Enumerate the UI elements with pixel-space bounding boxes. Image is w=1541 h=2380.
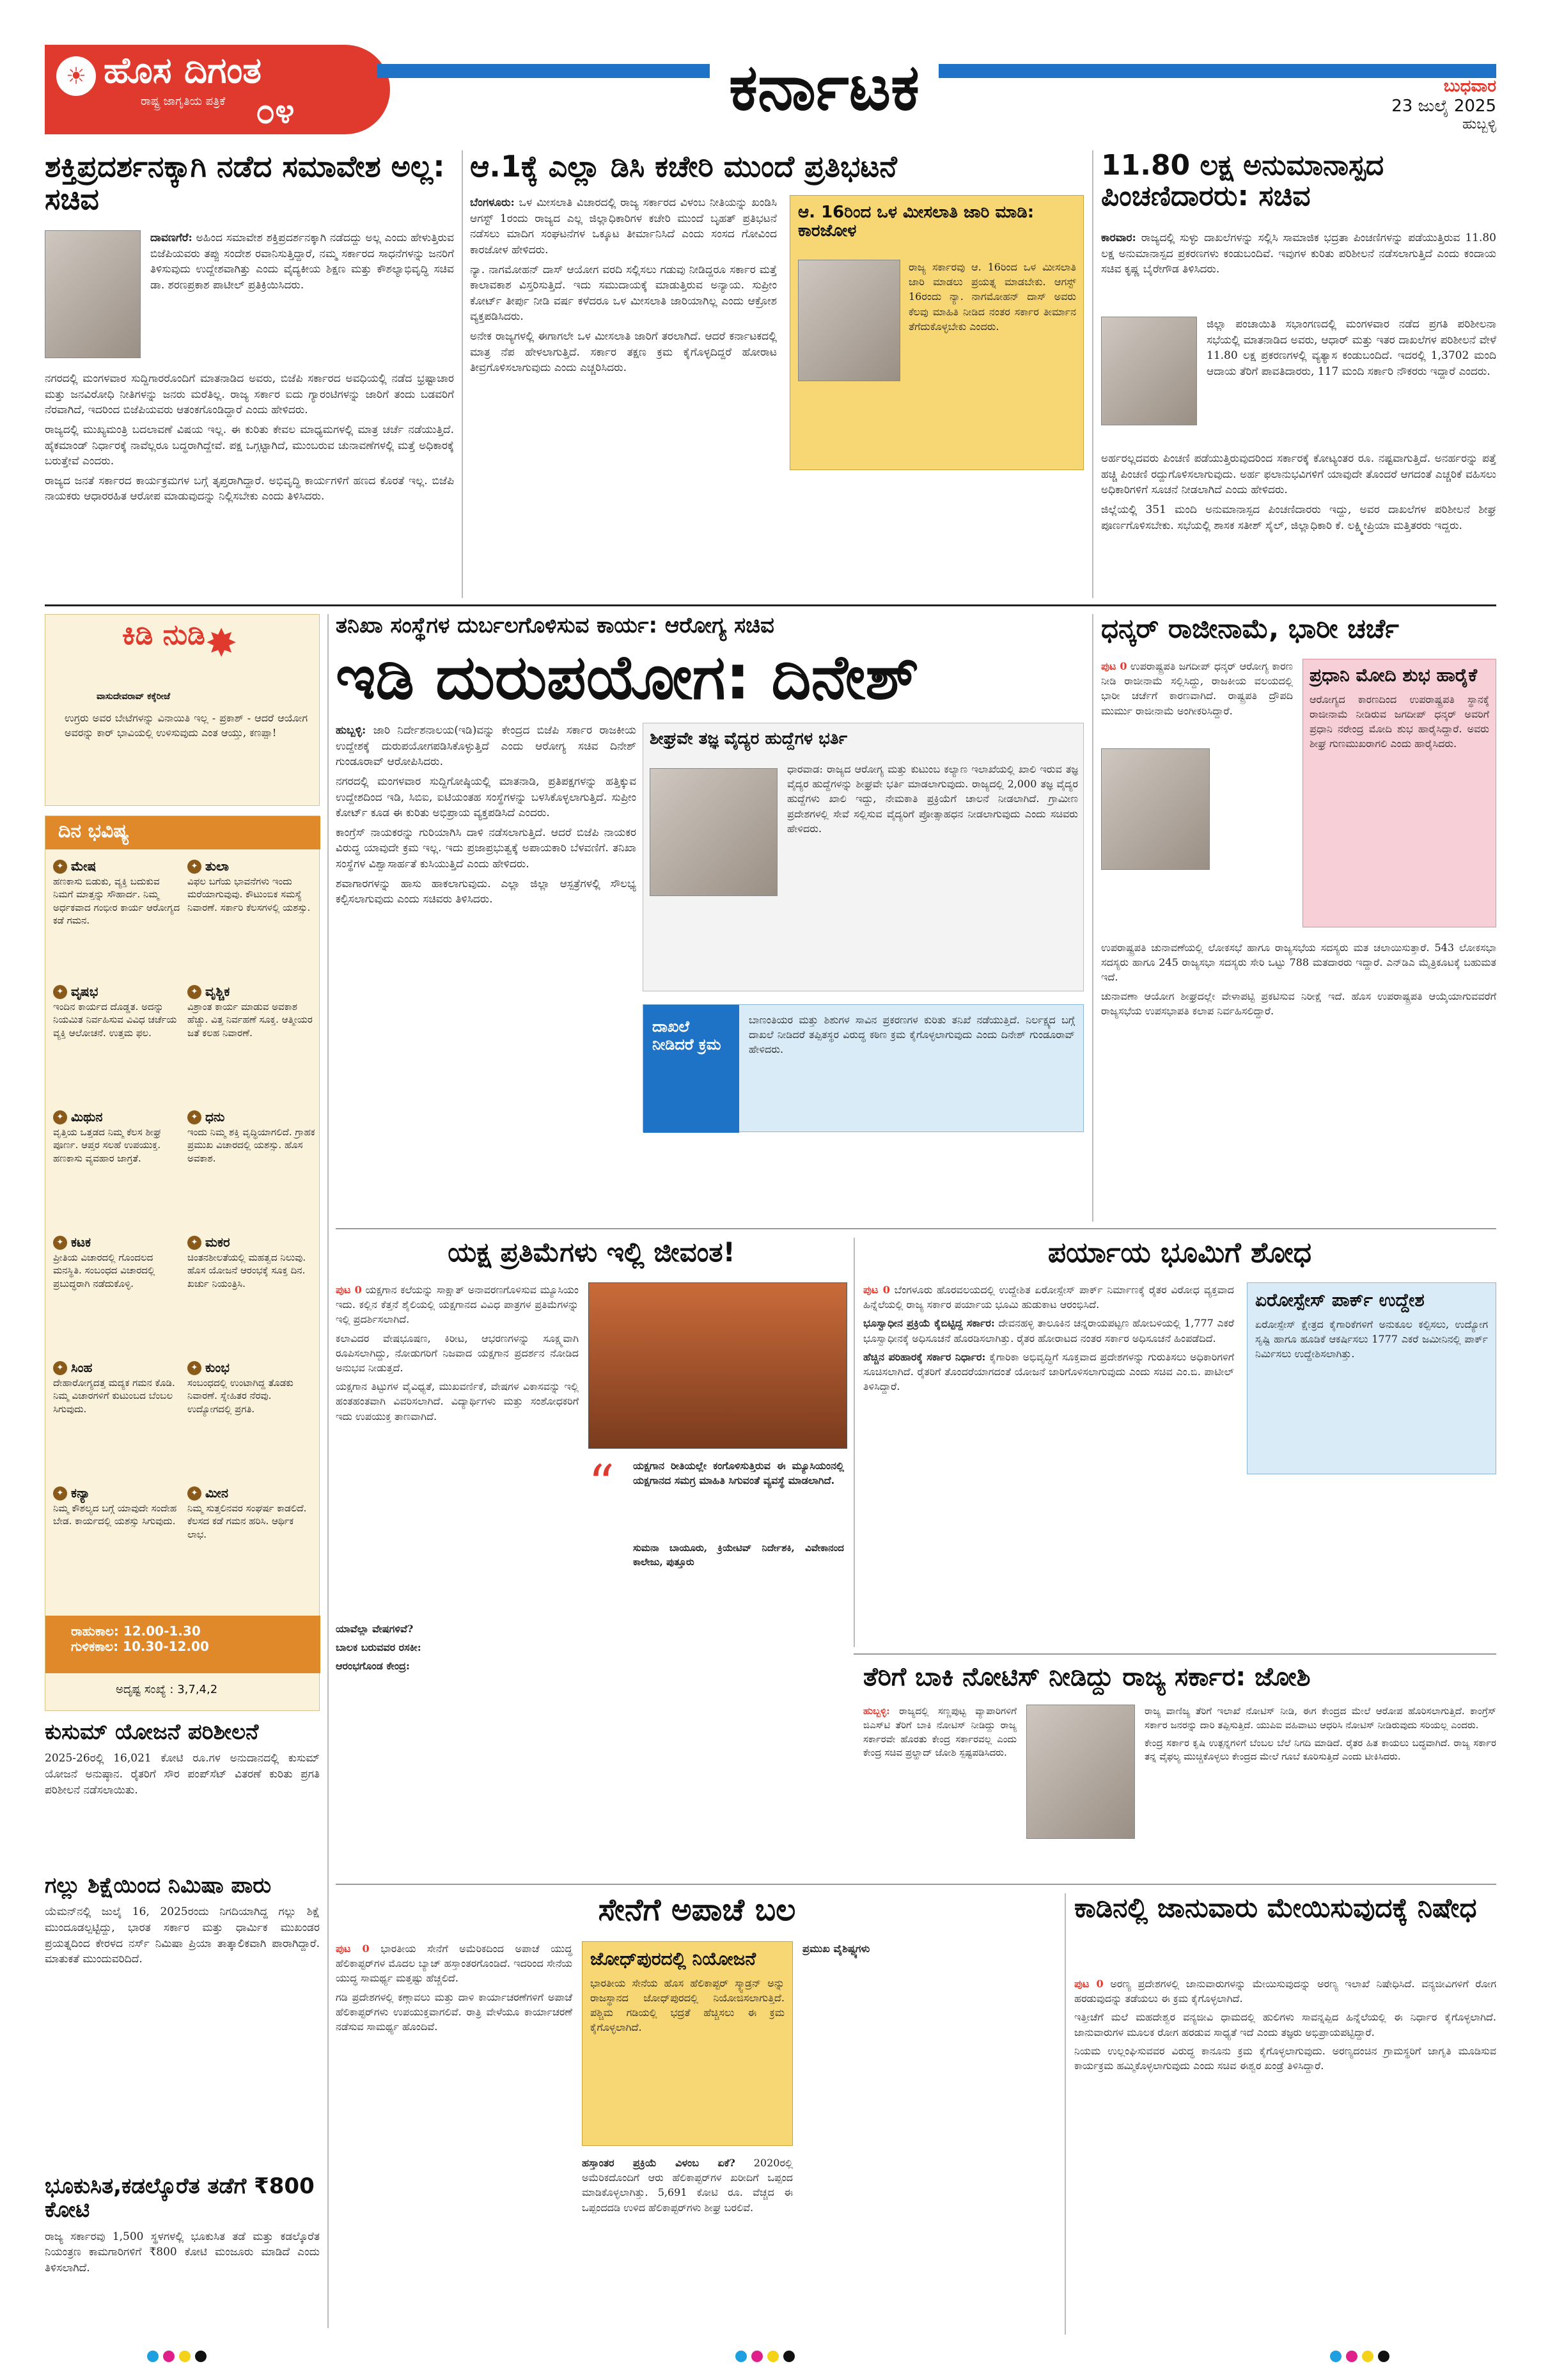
zodiac-icon: ✦ — [187, 860, 201, 874]
zodiac-icon: ✦ — [187, 1236, 201, 1250]
zodiac-icon: ✦ — [187, 1110, 201, 1124]
paragraph: ರಾಜ್ಯದಲ್ಲಿ ಸಣ್ಣಪುಟ್ಟ ವ್ಯಾಪಾರಿಗಳಿಗೆ ಜಿಎಸ್‌ಟಿ ತೆರಿಗೆ ಬಾಕಿ ನೋಟಿಸ್ ನೀಡಿದ್ದು ರಾಜ್ಯ ಸರ್ಕಾರವೇ ಹೊರತು ಕೇಂದ್ರ ಸರ್ಕಾರವಲ್ಲ ಎಂದು ಕೇಂದ್ರ ಸಚಿವ ಪ್ರಲ್ಹಾದ್ ಜೋಶಿ ಸ್ಪಷ್ಟಪಡಿಸಿದರು. — [863, 1705, 1017, 1759]
article-apache — [336, 1893, 1058, 2335]
headline: ಧನ್ಕರ್ ರಾಜೀನಾಮೆ, ಭಾರೀ ಚರ್ಚೆ — [1101, 613, 1399, 644]
box-text: ಭಾರತೀಯ ಸೇನೆಯ ಹೊಸ ಹೆಲಿಕಾಪ್ಟರ್ ಸ್ಕ್ವಾಡ್ರನ್ ಅನ್ನು ರಾಜಸ್ಥಾನದ ಜೋಧ್‌ಪುರದಲ್ಲಿ ನಿಯೋಜಿಸಲಾಗುತ್ತಿದೆ. ಪಶ್ಚಿಮ ಗಡಿಯಲ್ಲಿ ಭದ್ರತೆ ಹೆಚ್ಚಿಸಲು ಈ ಕ್ರಮ ಕೈಗೊಳ್ಳಲಾಗಿದೆ. — [590, 1976, 785, 2034]
section-divider — [336, 1228, 1496, 1229]
paragraph: ಯಕ್ಷಗಾನ ತಿಟ್ಟುಗಳ ವೈವಿಧ್ಯತೆ, ಮುಖವರ್ಣಿಕೆ, ವೇಷಗಳ ವಿಕಾಸವನ್ನು ಇಲ್ಲಿ ಹಂತಹಂತವಾಗಿ ವಿವರಿಸಲಾಗಿದೆ. ವಿದ್ಯಾರ್ಥಿಗಳು ಮತ್ತು ಸಂಶೋಧಕರಿಗೆ ಇದು ಉಪಯುಕ್ತ ತಾಣವಾಗಿದೆ. — [336, 1380, 579, 1422]
dateline: ಪುಟ 0 — [336, 1284, 362, 1296]
dateline: ಪುಟ 0 — [1074, 1978, 1104, 1990]
article-body — [150, 230, 454, 297]
kidi-quote: ಉಗ್ರರು ಅವರ ಬೇಟೆಗಳನ್ನು ವಿನಾಯಿತಿ ಇಲ್ಲ - ಪ್ರಕಾಶ್ - ಆದರೆ ಆಯೋಗ ಅವರನ್ನು ಕಾರ್ ಭಾವಿಯಲ್ಲಿ ಉಳಿಸುವುದು ಎಂತ ಆಯ್ತು, ಕಣಪ್ಪಾ! — [65, 712, 308, 739]
box-title: ಏರೋಸ್ಪೇಸ್ ಪಾರ್ಕ್ ಉದ್ದೇಶ — [1255, 1289, 1425, 1311]
rahukala: ರಾಹುಕಾಲ: 12.00-1.30 — [71, 1623, 201, 1639]
paragraph: ಒಳ ಮೀಸಲಾತಿ ವಿಚಾರದಲ್ಲಿ ರಾಜ್ಯ ಸರ್ಕಾರದ ವಿಳಂಬ ನೀತಿಯನ್ನು ಖಂಡಿಸಿ ಆಗಸ್ಟ್ 1ರಂದು ರಾಜ್ಯದ ಎಲ್ಲ ಜಿಲ್ಲಾಧಿಕಾರಿಗಳ ಕಚೇರಿ ಮುಂದೆ ಬೃಹತ್ ಪ್ರತಿಭಟನೆ ನಡೆಸಲು ಮಾದಿಗ ಸಂಘಟನೆಗಳ ಒಕ್ಕೂಟ ತೀರ್ಮಾನಿಸಿದೆ ಎಂದು ಸಂಸದ ಗೋವಿಂದ ಕಾರಜೋಳ ಹೇಳಿದರು. — [470, 196, 777, 256]
paragraph: ಬೆಂಗಳೂರು ಹೊರವಲಯದಲ್ಲಿ ಉದ್ದೇಶಿತ ಏರೋಸ್ಪೇಸ್ ಪಾರ್ಕ್ ನಿರ್ಮಾಣಕ್ಕೆ ರೈತರ ವಿರೋಧ ವ್ಯಕ್ತವಾದ ಹಿನ್ನೆಲೆಯಲ್ಲಿ ರಾಜ್ಯ ಸರ್ಕಾರ ಪರ್ಯಾಯ ಭೂಮಿ ಹುಡುಕಾಟ ಆರಂಭಿಸಿದೆ. — [863, 1284, 1234, 1311]
article-body-cont — [582, 2155, 793, 2219]
kidi-title: ಕಿಡಿ ನುಡಿ — [122, 619, 205, 651]
museum-quote-box — [588, 1454, 847, 1605]
subhead: ಬಾಲಕ ಬರುವವರ ರಸಕೀ: — [336, 1641, 421, 1654]
sign-name: ವೃಷಭ — [71, 984, 98, 999]
article-body-cont — [1145, 1705, 1496, 1768]
registration-dot-cyan — [1330, 2351, 1342, 2362]
photo-dinesh — [650, 768, 778, 896]
box-text: ಆರೋಗ್ಯದ ಕಾರಣದಿಂದ ಉಪರಾಷ್ಟ್ರಪತಿ ಸ್ಥಾನಕ್ಕೆ ರಾಜೀನಾಮೆ ನೀಡಿರುವ ಜಗದೀಪ್ ಧನ್ಕರ್ ಅವರಿಗೆ ಪ್ರಧಾನಿ ನರೇಂದ್ರ ಮೋದಿ ಶುಭ ಹಾರೈಸಿದ್ದಾರೆ. ಅವರು ಶೀಘ್ರ ಗುಣಮುಖರಾಗಲಿ ಎಂದು ಹಾರೈಸಿದರು. — [1310, 693, 1489, 750]
paragraph: ಉಪರಾಷ್ಟ್ರಪತಿ ಚುನಾವಣೆಯಲ್ಲಿ ಲೋಕಸಭೆ ಹಾಗೂ ರಾಜ್ಯಸಭೆಯ ಸದಸ್ಯರು ಮತ ಚಲಾಯಿಸುತ್ತಾರೆ. 543 ಲೋಕಸಭಾ ಸದಸ್ಯರು ಹಾಗೂ 245 ರಾಜ್ಯಸಭಾ ಸದಸ್ಯರು ಸೇರಿ ಒಟ್ಟು 788 ಮತದಾರರು ಇದ್ದಾರೆ. ಎನ್‌ಡಿಎ ಮೈತ್ರಿಕೂಟಕ್ಕೆ ಬಹುಮತ ಇದೆ. — [1101, 942, 1496, 984]
paragraph: ಯಕ್ಷಗಾನ ಕಲೆಯನ್ನು ಸಾಕ್ಷಾತ್ ಅನಾವರಣಗೊಳಿಸುವ ಮ್ಯೂಸಿಯಂ ಇದು. ಕಲ್ಲಿನ ಕೆತ್ತನೆ ಶೈಲಿಯಲ್ಲಿ ಯಕ್ಷಗಾನದ ವಿವಿಧ ಪಾತ್ರಗಳ ಪ್ರತಿಮೆಗಳನ್ನು ಇಲ್ಲಿ ಪ್ರದರ್ಶಿಸಲಾಗಿದೆ. — [336, 1284, 579, 1326]
article-body-cont — [1207, 317, 1496, 384]
article-yaksha-museum — [336, 1238, 847, 1877]
headline: ಆ.1ಕ್ಕೆ ಎಲ್ಲಾ ಡಿಸಿ ಕಚೇರಿ ಮುಂದೆ ಪ್ರತಿಭಟನೆ — [470, 149, 897, 184]
article-vp-resignation — [1101, 614, 1496, 1222]
specialist-doctors-box — [643, 723, 1084, 991]
subhead: ಭೂಸ್ವಾಧೀನ ಪ್ರಕ್ರಿಯೆ ಕೈಬಿಟ್ಟಿದ್ದ ಸರ್ಕಾರ: — [863, 1317, 995, 1330]
subhead: ಹಸ್ತಾಂತರ ಪ್ರಕ್ರಿಯೆ ವಿಳಂಬ ಏಕೆ? — [582, 2157, 735, 2169]
registration-dot-yellow — [179, 2351, 191, 2362]
headline: ಇಡಿ ದುರುಪಯೋಗ: ದಿನೇಶ್ — [336, 642, 919, 714]
sign-name: ಮಿಥುನ — [71, 1109, 103, 1124]
paragraph: ಗಡಿ ಪ್ರದೇಶಗಳಲ್ಲಿ ಕಣ್ಗಾವಲು ಮತ್ತು ದಾಳಿ ಕಾರ್ಯಾಚರಣೆಗಳಿಗೆ ಅಪಾಚೆ ಹೆಲಿಕಾಪ್ಟರ್‌ಗಳು ಉಪಯುಕ್ತವಾಗಲಿವೆ. ರಾತ್ರಿ ವೇಳೆಯೂ ಕಾರ್ಯಾಚರಣೆ ನಡೆಸುವ ಸಾಮರ್ಥ್ಯ ಹೊಂದಿವೆ. — [336, 1990, 572, 2033]
horoscope-header: ದಿನ ಭವಿಷ್ಯ — [45, 816, 320, 849]
article-body — [1101, 230, 1496, 281]
box-title: ಪ್ರಧಾನಿ ಮೋದಿ ಶುಭ ಹಾರೈಕೆ — [1310, 665, 1478, 686]
masthead — [45, 45, 1496, 141]
box-title: ಜೋಧ್‌ಪುರದಲ್ಲಿ ನಿಯೋಜನೆ — [590, 1948, 756, 1969]
headline: ಭೂಕುಸಿತ,ಕಡಲ್ಕೊರೆತ ತಡೆಗೆ ₹800 ಕೋಟಿ — [45, 2173, 315, 2223]
article-body-cont2 — [802, 1941, 1058, 1960]
article-joshi-tax — [863, 1663, 1496, 1880]
headline: ಶಕ್ತಿಪ್ರದರ್ಶನಕ್ಕಾಗಿ ನಡೆದ ಸಮಾವೇಶ ಅಲ್ಲ: ಸಚಿವ — [45, 149, 445, 216]
sign-name: ಧನು — [205, 1109, 225, 1124]
brand-tagline: ರಾಷ್ಟ್ರ ಜಾಗೃತಿಯ ಪತ್ರಿಕೆ — [141, 95, 226, 108]
kidi-author: ವಾಸುದೇವರಾವ್ ಕಕ್ಕೆರೀಜೆ — [97, 691, 171, 702]
brief-kusum — [45, 1721, 320, 1887]
horoscope-sign — [187, 1234, 315, 1290]
paragraph: ಚುನಾವಣಾ ಆಯೋಗ ಶೀಘ್ರದಲ್ಲೇ ವೇಳಾಪಟ್ಟಿ ಪ್ರಕಟಿಸುವ ನಿರೀಕ್ಷೆ ಇದೆ. ಹೊಸ ಉಪರಾಷ್ಟ್ರಪತಿ ಆಯ್ಕೆಯಾಗುವವರೆಗೆ ರಾಜ್ಯಸಭೆಯ ಉಪಸಭಾಪತಿ ಕಲಾಪ ನಿರ್ವಹಿಸಲಿದ್ದಾರೆ. — [1101, 989, 1496, 1017]
column-rule — [1092, 150, 1093, 598]
brief-nimisha — [45, 1874, 320, 2168]
dateline: ಕಾರವಾರ: — [1101, 232, 1136, 244]
subhead: ಹೆಚ್ಚಿನ ಪರಿಹಾರಕ್ಕೆ ಸರ್ಕಾರ ನಿರ್ಧಾರ: — [863, 1350, 986, 1363]
horoscope-box — [45, 816, 320, 1711]
paragraph: ಕಲಾವಿದರ ವೇಷಭೂಷಣ, ಕಿರೀಟ, ಆಭರಣಗಳನ್ನು ಸೂಕ್ಷ್ಮವಾಗಿ ರೂಪಿಸಲಾಗಿದ್ದು, ನೋಡುಗರಿಗೆ ನಿಜವಾದ ಯಕ್ಷಗಾನ ಪ್ರದರ್ಶನ ನೋಡಿದ ಅನುಭವ ನೀಡುತ್ತದೆ. — [336, 1332, 579, 1374]
paragraph: ನಗರದಲ್ಲಿ ಮಂಗಳವಾರ ಸುದ್ದಿಗಾರರೊಂದಿಗೆ ಮಾತನಾಡಿದ ಅವರು, ಬಿಜೆಪಿ ಸರ್ಕಾರದ ಅವಧಿಯಲ್ಲಿ ನಡೆದ ಭ್ರಷ್ಟಾಚಾರ ಮತ್ತು ಜನವಿರೋಧಿ ನೀತಿಗಳನ್ನು ಜನರು ಮರೆತಿಲ್ಲ. ರಾಜ್ಯ ಸರ್ಕಾರ ಐದು ಗ್ಯಾರಂಟಿಗಳನ್ನು ಜಾರಿಗೆ ತಂದು ಬಡವರಿಗೆ ನೆರವಾಗಿದೆ, ಇದರಿಂದ ಬಿಜೆಪಿಯವರು ಆತಂಕಗೊಂಡಿದ್ದಾರೆ ಎಂದು ಹೇಳಿದರು. — [45, 372, 454, 417]
article-body-cont — [1101, 940, 1496, 1022]
headline: ಕುಸುಮ್ ಯೋಜನೆ ಪರಿಶೀಲನೆ — [45, 1719, 259, 1745]
headline: 11.80 ಲಕ್ಷ ಅನುಮಾನಾಸ್ಪದ ಪಿಂಚಣಿದಾರರು: ಸಚಿವ — [1101, 149, 1384, 213]
sign-text: ವೃತ್ತಿಯ ಒತ್ತಡದ ನಿಮ್ಮ ಕೆಲಸ ಶೀಘ್ರ ಪೂರ್ಣ. ಆಪ್ತರ ಸಲಹೆ ಉಪಯುಕ್ತ. ಹಣಕಾಸು ವ್ಯವಹಾರ ಜಾಗ್ರತೆ. — [53, 1126, 161, 1164]
registration-dot-magenta — [751, 2351, 763, 2362]
subhead: ಪ್ರಮುಖ ವೈಶಿಷ್ಟ್ಯಗಳು — [802, 1943, 870, 1955]
paragraph: ರಾಜ್ಯದಲ್ಲಿ ಮುಖ್ಯಮಂತ್ರಿ ಬದಲಾವಣೆ ವಿಷಯ ಇಲ್ಲ. ಈ ಕುರಿತು ಕೇವಲ ಮಾಧ್ಯಮಗಳಲ್ಲಿ ಮಾತ್ರ ಚರ್ಚೆ ನಡೆಯುತ್ತಿದೆ. ಹೈಕಮಾಂಡ್ ನಿರ್ಧಾರಕ್ಕೆ ನಾವೆಲ್ಲರೂ ಬದ್ಧರಾಗಿದ್ದೇವೆ. ಪಕ್ಷ ಒಗ್ಗಟ್ಟಾಗಿದೆ, ಮುಂಬರುವ ಚುನಾವಣೆಗಳಲ್ಲಿ ಮತ್ತೆ ಅಧಿಕಾರಕ್ಕೆ ಬರುತ್ತೇವೆ ಎಂದರು. — [45, 423, 454, 468]
sign-name: ಕಟಕ — [71, 1234, 91, 1250]
headline: ಸೇನೆಗೆ ಅಪಾಚೆ ಬಲ — [598, 1892, 796, 1928]
column-rule — [1065, 1893, 1066, 2335]
info-box-karajola — [790, 195, 1084, 470]
registration-dot-black — [1378, 2351, 1389, 2362]
proof-action-box — [643, 1004, 1084, 1132]
paragraph: ನ್ಯಾ. ನಾಗಮೋಹನ್ ದಾಸ್ ಆಯೋಗ ವರದಿ ಸಲ್ಲಿಸಲು ಗಡುವು ನೀಡಿದ್ದರೂ ಸರ್ಕಾರ ಮತ್ತೆ ಕಾಲಾವಕಾಶ ವಿಸ್ತರಿಸುತ್ತಿದೆ. ಇದು ಸಮುದಾಯಕ್ಕೆ ಮಾಡುತ್ತಿರುವ ಅನ್ಯಾಯ. ಸುಪ್ರೀಂ ಕೋರ್ಟ್ ತೀರ್ಪು ನೀಡಿ ವರ್ಷ ಕಳೆದರೂ ಒಳ ಮೀಸಲಾತಿ ಜಾರಿಯಾಗಿಲ್ಲ ಎಂದು ಆಕ್ರೋಶ ವ್ಯಕ್ತಪಡಿಸಿದರು. — [470, 263, 777, 324]
paragraph: ಜಾರಿ ನಿರ್ದೇಶನಾಲಯ(ಇಡಿ)ವನ್ನು ಕೇಂದ್ರದ ಬಿಜೆಪಿ ಸರ್ಕಾರ ರಾಜಕೀಯ ಉದ್ದೇಶಕ್ಕೆ ದುರುಪಯೋಗಪಡಿಸಿಕೊಳ್ಳುತ್ತಿದೆ ಎಂದು ಆರೋಗ್ಯ ಸಚಿವ ದಿನೇಶ್ ಗುಂಡೂರಾವ್ ಆರೋಪಿಸಿದರು. — [336, 724, 636, 769]
article-body — [336, 1941, 572, 2038]
paragraph: ಜಿಲ್ಲಾ ಪಂಚಾಯಿತಿ ಸಭಾಂಗಣದಲ್ಲಿ ಮಂಗಳವಾರ ನಡೆದ ಪ್ರಗತಿ ಪರಿಶೀಲನಾ ಸಭೆಯಲ್ಲಿ ಮಾತನಾಡಿದ ಅವರು, ಆಧಾರ್ ಮತ್ತು ಇತರ ದಾಖಲೆಗಳ ಪರಿಶೀಲನೆ ವೇಳೆ 11.80 ಲಕ್ಷ ಪ್ರಕರಣಗಳಲ್ಲಿ ವ್ಯತ್ಯಾಸ ಕಂಡುಬಂದಿದೆ. ಇದರಲ್ಲಿ 1,3702 ಮಂದಿ ಆದಾಯ ತೆರಿಗೆ ಪಾವತಿದಾರರು, 117 ಮಂದಿ ಸರ್ಕಾರಿ ನೌಕರರು ಇದ್ದಾರೆ ಎಂದರು. — [1207, 318, 1496, 378]
article-body — [863, 1282, 1234, 1398]
rahukala-band — [45, 1616, 320, 1673]
subhead: ಯಾವೆಲ್ಲಾ ವೇಷಗಳಿವೆ? — [336, 1623, 414, 1635]
paragraph: ರಾಜ್ಯ ವಾಣಿಜ್ಯ ತೆರಿಗೆ ಇಲಾಖೆ ನೋಟಿಸ್ ನೀಡಿ, ಈಗ ಕೇಂದ್ರದ ಮೇಲೆ ಆರೋಪ ಹೊರಿಸಲಾಗುತ್ತಿದೆ. ಕಾಂಗ್ರೆಸ್ ಸರ್ಕಾರ ಜನರನ್ನು ದಾರಿ ತಪ್ಪಿಸುತ್ತಿದೆ. ಯುಪಿಐ ವಹಿವಾಟು ಆಧರಿಸಿ ನೋಟಿಸ್ ನೀಡಿರುವುದು ಸರಿಯಲ್ಲ ಎಂದರು. — [1145, 1705, 1496, 1731]
sign-name: ವೃಶ್ಚಿಕ — [205, 984, 230, 999]
paragraph: ಅಹಿಂದ ಸಮಾವೇಶ ಶಕ್ತಿಪ್ರದರ್ಶನಕ್ಕಾಗಿ ನಡೆದದ್ದು ಅಲ್ಲ ಎಂದು ಹೇಳುತ್ತಿರುವ ಬಿಜೆಪಿಯವರು ತಪ್ಪು ಸಂದೇಶ ರವಾನಿಸುತ್ತಿದ್ದಾರೆ, ನಮ್ಮ ಸರ್ಕಾರದ ಸಾಧನೆಗಳನ್ನು ಜನರಿಗೆ ತಿಳಿಸುವುದು ಉದ್ದೇಶವಾಗಿತ್ತು ಎಂದು ವೈದ್ಯಕೀಯ ಶಿಕ್ಷಣ ಮತ್ತು ಕೌಶಲ್ಯಾಭಿವೃದ್ಧಿ ಸಚಿವ ಡಾ. ಶರಣಪ್ರಕಾಶ ಪಾಟೀಲ್ ಪ್ರತಿಕ್ರಿಯಿಸಿದರು. — [150, 232, 454, 292]
photo-dhankhar — [1101, 748, 1210, 870]
box-label: ದಾಖಲೆ ನೀಡಿದರೆ ಕ್ರಮ — [643, 1005, 739, 1133]
issue-day: ಬುಧವಾರ — [1443, 77, 1496, 96]
zodiac-icon: ✦ — [187, 1361, 201, 1375]
paragraph: ರಾಜ್ಯದಲ್ಲಿ ಸುಳ್ಳು ದಾಖಲೆಗಳನ್ನು ಸಲ್ಲಿಸಿ ಸಾಮಾಜಿಕ ಭದ್ರತಾ ಪಿಂಚಣಿಗಳನ್ನು ಪಡೆಯುತ್ತಿರುವ 11.80 ಲಕ್ಷ ಅನುಮಾನಾಸ್ಪದ ಪ್ರಕರಣಗಳು ಕಂಡುಬಂದಿವೆ. ಇವುಗಳ ಕುರಿತು ಪರಿಶೀಲನೆ ನಡೆಸಲಾಗುತ್ತಿದೆ ಎಂದು ಕಂದಾಯ ಸಚಿವ ಕೃಷ್ಣ ಬೈರೇಗೌಡ ತಿಳಿಸಿದರು. — [1101, 232, 1496, 276]
paragraph: ಕೇಂದ್ರ ಸರ್ಕಾರ ಕೃಷಿ ಉತ್ಪನ್ನಗಳಿಗೆ ಬೆಂಬಲ ಬೆಲೆ ನಿಗದಿ ಮಾಡಿದೆ. ರೈತರ ಹಿತ ಕಾಯಲು ಬದ್ಧವಾಗಿದೆ. ರಾಜ್ಯ ಸರ್ಕಾರ ತನ್ನ ವೈಫಲ್ಯ ಮುಚ್ಚಿಕೊಳ್ಳಲು ಕೇಂದ್ರದ ಮೇಲೆ ಗೂಬೆ ಕೂರಿಸುತ್ತಿದೆ ಎಂದು ಟೀಕಿಸಿದರು. — [1145, 1737, 1496, 1763]
horoscope-sign — [187, 1485, 315, 1541]
box-text: ರಾಜ್ಯ ಸರ್ಕಾರವು ಆ. 16ರಿಂದ ಒಳ ಮೀಸಲಾತಿ ಜಾರಿ ಮಾಡಲು ಪ್ರಯತ್ನ ಮಾಡಬೇಕು. ಆಗಸ್ಟ್ 16ರಂದು ನ್ಯಾ. ನಾಗಮೋಹನ್ ದಾಸ್ ಅವರು ಕೆಲವು ಮಾಹಿತಿ ನೀಡಿದ ನಂತರ ಸರ್ಕಾರ ತೀರ್ಮಾನ ತೆಗೆದುಕೊಳ್ಳಬೇಕು ಎಂದರು. — [909, 261, 1076, 333]
gulika: ಗುಳಿಕಕಾಲ: 10.30-12.00 — [71, 1639, 209, 1654]
lamp-icon: ☀ — [56, 56, 96, 96]
article-dc-office-protest — [470, 150, 1084, 598]
registration-dot-magenta — [1346, 2351, 1357, 2362]
paragraph: ಕಾಂಗ್ರೆಸ್ ನಾಯಕರನ್ನು ಗುರಿಯಾಗಿಸಿ ದಾಳಿ ನಡೆಸಲಾಗುತ್ತಿದೆ. ಆದರೆ ಬಿಜೆಪಿ ನಾಯಕರ ವಿರುದ್ಧ ಯಾವುದೇ ಕ್ರಮ ಇಲ್ಲ. ಇದು ಪ್ರಜಾಪ್ರಭುತ್ವಕ್ಕೆ ಅಪಾಯಕಾರಿ ಬೆಳವಣಿಗೆ. ತನಿಖಾ ಸಂಸ್ಥೆಗಳ ವಿಶ್ವಾಸಾರ್ಹತೆ ಕುಸಿಯುತ್ತಿದೆ ಎಂದು ಹೇಳಿದರು. — [336, 826, 636, 871]
article-body — [863, 1705, 1017, 1764]
pm-wishes-box — [1302, 659, 1496, 927]
sign-text: ಪ್ರೀತಿಯ ವಿಚಾರದಲ್ಲಿ ಗೊಂದಲದ ಮನಸ್ಥಿತಿ. ಸಂಬಂಧದ ವಿಚಾರದಲ್ಲಿ ಪ್ರಬುದ್ಧರಾಗಿ ನಡೆದುಕೊಳ್ಳಿ. — [53, 1252, 155, 1289]
jodhpur-box — [582, 1941, 793, 2146]
article-body-cont2 — [1101, 451, 1496, 537]
article-body — [1101, 659, 1293, 722]
dateline: ಪುಟ 0 — [863, 1284, 890, 1296]
paragraph: ಉಪರಾಷ್ಟ್ರಪತಿ ಜಗದೀಪ್ ಧನ್ಕರ್ ಆರೋಗ್ಯ ಕಾರಣ ನೀಡಿ ರಾಜೀನಾಮೆ ಸಲ್ಲಿಸಿದ್ದು, ರಾಜಕೀಯ ವಲಯದಲ್ಲಿ ಭಾರೀ ಚರ್ಚೆಗೆ ಕಾರಣವಾಗಿದೆ. ರಾಷ್ಟ್ರಪತಿ ದ್ರೌಪದಿ ಮುರ್ಮು ರಾಜೀನಾಮೆ ಅಂಗೀಕರಿಸಿದ್ದಾರೆ. — [1101, 660, 1293, 717]
zodiac-icon: ✦ — [53, 860, 67, 874]
section-divider — [45, 604, 1496, 606]
paragraph: ಕೈಗಾರಿಕಾ ಅಭಿವೃದ್ಧಿಗೆ ಸೂಕ್ತವಾದ ಪ್ರದೇಶಗಳನ್ನು ಗುರುತಿಸಲು ಅಧಿಕಾರಿಗಳಿಗೆ ಸೂಚಿಸಲಾಗಿದೆ. ರೈತರಿಗೆ ತೊಂದರೆಯಾಗದಂತೆ ಯೋಜನೆ ಜಾರಿಗೊಳಿಸಲಾಗುವುದು ಎಂದು ಸಚಿವ ಎಂ.ಬಿ. ಪಾಟೀಲ್ ತಿಳಿಸಿದ್ದಾರೆ. — [863, 1350, 1234, 1393]
issue-city: ಹುಬ್ಬಳ್ಳಿ — [1462, 116, 1496, 132]
article-body — [1074, 1976, 1496, 2077]
sign-text: ನಿಮ್ಮ ಕೌಶಲ್ಯದ ಬಗ್ಗೆ ಯಾವುದೇ ಸಂದೇಹ ಬೇಡ. ಕಾರ್ಯದಲ್ಲಿ ಯಶಸ್ಸು ಸಿಗುವುದು. — [53, 1502, 177, 1527]
zodiac-icon: ✦ — [53, 1110, 67, 1124]
issue-date: 23 ಜುಲೈ 2025 — [1391, 97, 1496, 116]
dateline: ಪುಟ 0 — [336, 1943, 370, 1955]
paragraph: ಶವಾಗಾರಗಳನ್ನು ಹಾಸು ಹಾಕಲಾಗುವುದು. ಎಲ್ಲಾ ಜಿಲ್ಲಾ ಆಸ್ಪತ್ರೆಗಳಲ್ಲಿ ಸೌಲಭ್ಯ ಕಲ್ಪಿಸಲಾಗುವುದು ಎಂದು ಸಚಿವರು ತಿಳಿಸಿದರು. — [336, 877, 636, 906]
sign-text: ಇಂದಿನ ಕಾರ್ಯದ ದೊಡ್ಡತ. ಅದನ್ನು ನಿಯಮಿತ ನಿರ್ವಹಿಸುವ ವಿವಿಧ ಚರ್ಚೆಯ ವ್ಯಕ್ತಿ ಆಲೋಚನೆ. ಉತ್ತಮ ಫಲ. — [53, 1001, 177, 1039]
zodiac-icon: ✦ — [187, 1486, 201, 1501]
section-title: ಕರ್ನಾಟಕ — [710, 52, 939, 123]
article-body — [336, 1282, 579, 1428]
dateline: ಬೆಂಗಳೂರು: — [470, 196, 515, 209]
registration-dot-yellow — [1362, 2351, 1373, 2362]
brand-logo — [45, 45, 390, 134]
photo-karajola — [798, 260, 900, 381]
zodiac-icon: ✦ — [53, 1486, 67, 1501]
brief-text: ಯೆಮನ್‌ನಲ್ಲಿ ಜುಲೈ 16, 2025ರಂದು ನಿಗದಿಯಾಗಿದ್ದ ಗಲ್ಲು ಶಿಕ್ಷೆ ಮುಂದೂಡಲ್ಪಟ್ಟಿದ್ದು, ಭಾರತ ಸರ್ಕಾರ ಮತ್ತು ಧಾರ್ಮಿಕ ಮುಖಂಡರ ಪ್ರಯತ್ನದಿಂದ ಕೇರಳದ ನರ್ಸ್ ನಿಮಿಷಾ ಪ್ರಿಯಾ ತಾತ್ಕಾಲಿಕವಾಗಿ ಪಾರಾಗಿದ್ದಾರೆ. ಮಾತುಕತೆ ಮುಂದುವರಿದಿದೆ. — [45, 1905, 320, 1966]
registration-dot-cyan — [147, 2351, 159, 2362]
lucky-number: ಅದೃಷ್ಟ ಸಂಖ್ಯೆ : 3,7,4,2 — [116, 1683, 218, 1696]
sign-text: ವಿಶ್ರಾಂತ ಕಾರ್ಯ ಮಾಡುವ ಅವಕಾಶ ಹೆಚ್ಚು. ವಿತ್ತ ನಿರ್ವಹಣೆ ಸೂಕ್ತ. ಆತ್ಮೀಯರ ಜತೆ ಕಲಹ ನಿವಾರಣೆ. — [187, 1001, 313, 1039]
photo-krishna-byregowda — [1101, 317, 1197, 425]
sign-name: ಮಕರ — [205, 1234, 230, 1250]
article-body-cont — [45, 371, 454, 508]
registration-dot-black — [195, 2351, 207, 2362]
dateline: ಹುಬ್ಬಳ್ಳಿ: — [863, 1705, 890, 1717]
sign-name: ಕುಂಭ — [205, 1360, 230, 1375]
horoscope-sign — [187, 1108, 315, 1165]
photo-museum — [588, 1282, 847, 1449]
zodiac-icon: ✦ — [53, 1236, 67, 1250]
kidi-nudi-box — [45, 614, 320, 806]
article-pension — [1101, 150, 1496, 598]
section-divider — [854, 1653, 1496, 1655]
sign-name: ಸಿಂಹ — [71, 1360, 93, 1375]
paragraph: ನಗರದಲ್ಲಿ ಮಂಗಳವಾರ ಸುದ್ದಿಗೋಷ್ಠಿಯಲ್ಲಿ ಮಾತನಾಡಿ, ಪ್ರತಿಪಕ್ಷಗಳನ್ನು ಹತ್ತಿಕ್ಕುವ ಉದ್ದೇಶದಿಂದ ಇಡಿ, ಸಿಬಿಐ, ಐಟಿಯಂತಹ ಸಂಸ್ಥೆಗಳನ್ನು ಬಳಸಿಕೊಳ್ಳಲಾಗುತ್ತಿದೆ. ಸುಪ್ರೀಂ ಕೋರ್ಟ್ ಕೂಡ ಈ ಕುರಿತು ಅಭಿಪ್ರಾಯ ವ್ಯಕ್ತಪಡಿಸಿದೆ ಎಂದರು. — [336, 775, 636, 820]
article-body-cont — [336, 1621, 847, 1678]
photo-minister — [45, 230, 141, 358]
headline: ಕಾಡಿನಲ್ಲಿ ಜಾನುವಾರು ಮೇಯಿಸುವುದಕ್ಕೆ ನಿಷೇಧ — [1074, 1892, 1477, 1923]
box-text: ಧಾರವಾಡ: ರಾಜ್ಯದ ಆರೋಗ್ಯ ಮತ್ತು ಕುಟುಂಬ ಕಲ್ಯಾಣ ಇಲಾಖೆಯಲ್ಲಿ ಖಾಲಿ ಇರುವ ತಜ್ಞ ವೈದ್ಯರ ಹುದ್ದೆಗಳನ್ನು ಶೀಘ್ರವೇ ಭರ್ತಿ ಮಾಡಲಾಗುವುದು. ರಾಜ್ಯದಲ್ಲಿ 2,000 ತಜ್ಞ ವೈದ್ಯರ ಹುದ್ದೆಗಳು ಖಾಲಿ ಇದ್ದು, ನೇಮಕಾತಿ ಪ್ರಕ್ರಿಯೆಗೆ ಚಾಲನೆ ನೀಡಲಾಗಿದೆ. ಗ್ರಾಮೀಣ ಪ್ರದೇಶಗಳಲ್ಲಿ ಸೇವೆ ಸಲ್ಲಿಸುವ ವೈದ್ಯರಿಗೆ ಪ್ರೋತ್ಸಾಹಧನ ನೀಡಲಾಗುವುದು ಎಂದು ಸಚಿವರು ಹೇಳಿದರು. — [787, 763, 1078, 835]
paragraph: ರಾಜ್ಯದ ಜನತೆ ಸರ್ಕಾರದ ಕಾರ್ಯಕ್ರಮಗಳ ಬಗ್ಗೆ ತೃಪ್ತರಾಗಿದ್ದಾರೆ. ಅಭಿವೃದ್ಧಿ ಕಾರ್ಯಗಳಿಗೆ ಹಣದ ಕೊರತೆ ಇಲ್ಲ. ಬಿಜೆಪಿ ನಾಯಕರು ಆಧಾರರಹಿತ ಆರೋಪ ಮಾಡುವುದನ್ನು ನಿಲ್ಲಿಸಬೇಕು ಎಂದು ತಿಳಿಸಿದರು. — [45, 474, 454, 503]
article-body — [336, 723, 636, 911]
spark-icon: ✸ — [205, 621, 238, 666]
sign-text: ಸಂಬಂಧದಲ್ಲಿ ಉಂಟಾಗಿದ್ದ ತೊಡಕು ನಿವಾರಣೆ. ಸ್ನೇಹಿತರ ನೆರವು. ಉದ್ಯೋಗದಲ್ಲಿ ಪ್ರಗತಿ. — [187, 1377, 293, 1415]
headline: ಪರ್ಯಾಯ ಭೂಮಿಗೆ ಶೋಧ — [1047, 1236, 1312, 1269]
sign-name: ಮೀನ — [205, 1485, 228, 1501]
zodiac-icon: ✦ — [187, 985, 201, 999]
column-rule — [462, 150, 463, 598]
article-body — [470, 195, 777, 380]
registration-dot-yellow — [767, 2351, 779, 2362]
sign-text: ವಿಫಲ ಬಗೆಯ ಭಾವನೆಗಳು ಇಂದು ಮರೆಯಾಗುವುವು. ಕೌಟುಂಬಿಕ ಸಮಸ್ಯೆ ನಿವಾರಣೆ. ಸರ್ಕಾರಿ ಕೆಲಸಗಳಲ್ಲಿ ಯಶಸ್ಸು. — [187, 876, 311, 913]
horoscope-sign — [53, 1359, 181, 1415]
paragraph: ದೇವನಹಳ್ಳಿ ತಾಲೂಕಿನ ಚನ್ನರಾಯಪಟ್ಟಣ ಹೋಬಳಿಯಲ್ಲಿ 1,777 ಎಕರೆ ಭೂಸ್ವಾಧೀನಕ್ಕೆ ಅಧಿಸೂಚನೆ ಹೊರಡಿಸಲಾಗಿತ್ತು. ರೈತರ ಹೋರಾಟದ ನಂತರ ಸರ್ಕಾರ ಅಧಿಸೂಚನೆ ಹಿಂಪಡೆದಿದೆ. — [863, 1317, 1234, 1344]
headline: ಗಲ್ಲು ಶಿಕ್ಷೆಯಿಂದ ನಿಮಿಷಾ ಪಾರು — [45, 1873, 272, 1898]
brief-text: 2025-26ರಲ್ಲಿ 16,021 ಕೋಟಿ ರೂ.ಗಳ ಅನುದಾನದಲ್ಲಿ ಕುಸುಮ್ ಯೋಜನೆ ಅನುಷ್ಠಾನ. ರೈತರಿಗೆ ಸೌರ ಪಂಪ್‌ಸೆಟ್ ವಿತರಣೆ ಕುರಿತು ಪ್ರಗತಿ ಪರಿಶೀಲನೆ ನಡೆಸಲಾಯಿತು. — [45, 1752, 320, 1797]
quote-text: ಯಕ್ಷಗಾನ ರೀತಿಯಲ್ಲೇ ಕಂಗೊಳಿಸುತ್ತಿರುವ ಈ ಮ್ಯೂಸಿಯಂನಲ್ಲಿ ಯಕ್ಷಗಾನದ ಸಮಗ್ರ ಮಾಹಿತಿ ಸಿಗುವಂತೆ ವ್ಯವಸ್ಥೆ ಮಾಡಲಾಗಿದೆ. — [633, 1460, 844, 1487]
section-divider — [336, 1884, 1496, 1885]
kicker: ತನಿಖಾ ಸಂಸ್ಥೆಗಳ ದುರ್ಬಲಗೊಳಿಸುವ ಕಾರ್ಯ: ಆರೋಗ್ಯ ಸಚಿವ — [336, 613, 774, 638]
paragraph: ಅನೇಕ ರಾಜ್ಯಗಳಲ್ಲಿ ಈಗಾಗಲೇ ಒಳ ಮೀಸಲಾತಿ ಜಾರಿಗೆ ತರಲಾಗಿದೆ. ಆದರೆ ಕರ್ನಾಟಕದಲ್ಲಿ ಮಾತ್ರ ನೆಪ ಹೇಳಲಾಗುತ್ತಿದೆ. ಸರ್ಕಾರ ತಕ್ಷಣ ಕ್ರಮ ಕೈಗೊಳ್ಳದಿದ್ದರೆ ಹೋರಾಟ ತೀವ್ರಗೊಳಿಸಲಾಗುವುದು ಎಂದು ಎಚ್ಚರಿಸಿದರು. — [470, 330, 777, 375]
paragraph: ಜಿಲ್ಲೆಯಲ್ಲಿ 351 ಮಂದಿ ಅನುಮಾನಾಸ್ಪದ ಪಿಂಚಣಿದಾರರು ಇದ್ದು, ಅವರ ದಾಖಲೆಗಳ ಪರಿಶೀಲನೆ ಶೀಘ್ರ ಪೂರ್ಣಗೊಳಿಸಬೇಕು. ಸಭೆಯಲ್ಲಿ ಶಾಸಕ ಸತೀಶ್ ಸೈಲ್, ಜಿಲ್ಲಾಧಿಕಾರಿ ಕೆ. ಲಕ್ಷ್ಮೀಪ್ರಿಯಾ ಮತ್ತಿತರರು ಇದ್ದರು. — [1101, 503, 1496, 532]
sign-text: ಹಣಕಾಸು ಬಿಡುಕು, ವ್ಯಕ್ತಿ ಬದುಕುವ ನಿಮಗೆ ಮಾತ್ತನ್ನು ಸೌಹಾರ್ದ. ನಿಮ್ಮ ಅರ್ಧಕವಾದ ಗಂಭೀರ ಕಾರ್ಯ ಆರೋಗ್ಯದ ಕಡೆ ಗಮನ. — [53, 876, 180, 926]
sign-text: ಚಿಂತನಶೀಲತೆಯಲ್ಲಿ ಮಹತ್ವದ ನಿಲುವು. ಹೊಸ ಯೋಜನೆ ಆರಂಭಕ್ಕೆ ಸೂಕ್ತ ದಿನ. ಖರ್ಚು ನಿಯಂತ್ರಿಸಿ. — [187, 1252, 306, 1289]
aerospace-box — [1247, 1282, 1496, 1474]
paragraph: 2020ರಲ್ಲಿ ಅಮೆರಿಕದೊಂದಿಗೆ ಆರು ಹೆಲಿಕಾಪ್ಟರ್‌ಗಳ ಖರೀದಿಗೆ ಒಪ್ಪಂದ ಮಾಡಿಕೊಳ್ಳಲಾಗಿತ್ತು. 5,691 ಕೋಟಿ ರೂ. ವೆಚ್ಚದ ಈ ಒಪ್ಪಂದದಡಿ ಉಳಿದ ಹೆಲಿಕಾಪ್ಟರ್‌ಗಳು ಶೀಘ್ರ ಬರಲಿವೆ. — [582, 2157, 793, 2214]
paragraph: ಇತ್ತೀಚೆಗೆ ಮಲೆ ಮಹದೇಶ್ವರ ವನ್ಯಜೀವಿ ಧಾಮದಲ್ಲಿ ಹುಲಿಗಳು ಸಾವನ್ನಪ್ಪಿದ ಹಿನ್ನೆಲೆಯಲ್ಲಿ ಈ ನಿರ್ಧಾರ ಕೈಗೊಳ್ಳಲಾಗಿದೆ. ಜಾನುವಾರುಗಳ ಮೂಲಕ ರೋಗ ಹರಡುವ ಸಾಧ್ಯತೆ ಇದೆ ಎಂದು ತಜ್ಞರು ಅಭಿಪ್ರಾಯಪಟ್ಟಿದ್ದಾರೆ. — [1074, 2011, 1496, 2038]
dateline: ಪುಟ 0 — [1101, 660, 1127, 672]
sign-text: ನಿಮ್ಮ ಸುತ್ತಲಿನವರ ಸಂಘರ್ಷ ಕಾಡಲಿದೆ. ಕೆಲಸದ ಕಡೆ ಗಮನ ಹರಿಸಿ. ಆರ್ಥಿಕ ಲಾಭ. — [187, 1502, 307, 1540]
horoscope-sign — [53, 1485, 181, 1528]
horoscope-sign — [53, 858, 181, 927]
brand-name: ಹೊಸ ದಿಗಂತ — [104, 50, 262, 91]
zodiac-icon: ✦ — [53, 985, 67, 999]
box-text: ಏರೋಸ್ಪೇಸ್ ಕ್ಷೇತ್ರದ ಕೈಗಾರಿಕೆಗಳಿಗೆ ಅನುಕೂಲ ಕಲ್ಪಿಸಲು, ಉದ್ಯೋಗ ಸೃಷ್ಟಿ ಹಾಗೂ ಹೂಡಿಕೆ ಆಕರ್ಷಿಸಲು 1777 ಎಕರೆ ಜಮೀನಿನಲ್ಲಿ ಪಾರ್ಕ್ ನಿರ್ಮಿಸಲು ಉದ್ದೇಶಿಸಲಾಗಿತ್ತು. — [1255, 1318, 1488, 1360]
registration-dot-magenta — [163, 2351, 175, 2362]
box-text: ಬಾಣಂತಿಯರ ಮತ್ತು ಶಿಶುಗಳ ಸಾವಿನ ಪ್ರಕರಣಗಳ ಕುರಿತು ತನಿಖೆ ನಡೆಯುತ್ತಿದೆ. ನಿರ್ಲಕ್ಷ್ಯದ ಬಗ್ಗೆ ದಾಖಲೆ ನೀಡಿದರೆ ತಪ್ಪಿತಸ್ಥರ ವಿರುದ್ಧ ಕಠಿಣ ಕ್ರಮ ಕೈಗೊಳ್ಳಲಾಗುವುದು ಎಂದು ದಿನೇಶ್ ಗುಂಡೂರಾವ್ ಹೇಳಿದರು. — [749, 1014, 1075, 1056]
quote-icon: “ — [588, 1454, 614, 1513]
paragraph: ಅರ್ಹರಲ್ಲದವರು ಪಿಂಚಣಿ ಪಡೆಯುತ್ತಿರುವುದರಿಂದ ಸರ್ಕಾರಕ್ಕೆ ಕೋಟ್ಯಂತರ ರೂ. ನಷ್ಟವಾಗುತ್ತಿದೆ. ಅನರ್ಹರನ್ನು ಪತ್ತೆ ಹಚ್ಚಿ ಪಿಂಚಣಿ ರದ್ದುಗೊಳಿಸಲಾಗುವುದು. ಅರ್ಹ ಫಲಾನುಭವಿಗಳಿಗೆ ಯಾವುದೇ ತೊಂದರೆ ಆಗದಂತೆ ಎಚ್ಚರಿಕೆ ವಹಿಸಲು ಅಧಿಕಾರಿಗಳಿಗೆ ಸೂಚನೆ ನೀಡಲಾಗಿದೆ ಎಂದು ಹೇಳಿದರು. — [1101, 452, 1496, 497]
article-sakti-pradarshana — [45, 150, 454, 598]
paragraph: ಭಾರತೀಯ ಸೇನೆಗೆ ಅಮೆರಿಕದಿಂದ ಅಪಾಚೆ ಯುದ್ಧ ಹೆಲಿಕಾಪ್ಟರ್‌ಗಳ ಮೊದಲ ಬ್ಯಾಚ್ ಹಸ್ತಾಂತರಗೊಂಡಿದೆ. ಇದರಿಂದ ಸೇನೆಯ ಯುದ್ಧ ಸಾಮರ್ಥ್ಯ ಮತ್ತಷ್ಟು ಹೆಚ್ಚಲಿದೆ. — [336, 1943, 572, 1985]
registration-dot-black — [783, 2351, 795, 2362]
column-rule — [327, 614, 329, 2328]
horoscope-sign — [53, 1234, 181, 1290]
sign-name: ಮೇಷ — [71, 858, 97, 874]
box-title: ಆ. 16ರಿಂದ ಒಳ ಮೀಸಲಾತಿ ಜಾರಿ ಮಾಡಿ: ಕಾರಜೋಳ — [798, 203, 1035, 240]
horoscope-sign — [53, 983, 181, 1039]
sign-name: ಕನ್ಯಾ — [71, 1485, 90, 1501]
headline: ಯಕ್ಷ ಪ್ರತಿಮೆಗಳು ಇಲ್ಲಿ ಜೀವಂತ! — [448, 1236, 735, 1268]
dateline-box — [1311, 77, 1496, 132]
article-ed-misuse — [336, 614, 1084, 1222]
dateline: ಹುಬ್ಬಳ್ಳಿ: — [336, 724, 366, 737]
brief-landslide — [45, 2175, 320, 2328]
quote-author: ಸುಮನಾ ಬಾಯೂರು, ಕ್ರಿಯೇಟಿವ್ ನಿರ್ದೇಶಕಿ, ವಿವೇಕಾನಂದ ಕಾಲೇಜು, ಪುತ್ತೂರು — [633, 1542, 844, 1568]
headline: ತೆರಿಗೆ ಬಾಕಿ ನೋಟಿಸ್ ನೀಡಿದ್ದು ರಾಜ್ಯ ಸರ್ಕಾರ: ಜೋಶಿ — [863, 1662, 1311, 1692]
sign-name: ತುಲಾ — [205, 858, 229, 874]
horoscope-sign — [187, 983, 315, 1039]
box-title: ಶೀಘ್ರವೇ ತಜ್ಞ ವೈದ್ಯರ ಹುದ್ದೆಗಳ ಭರ್ತಿ — [650, 729, 848, 748]
sign-text: ದೇಹಾರೋಗ್ಯದತ್ತ ಮದ್ಯಕ ಗಮನ ಕೊಡಿ. ನಿಮ್ಮ ವಿಚಾರಗಳಿಗೆ ಕುಟುಂಬದ ಬೆಂಬಲ ಸಿಗುವುದು. — [53, 1377, 175, 1415]
horoscope-sign — [187, 858, 315, 914]
article-alternate-land — [863, 1238, 1496, 1647]
article-forest-grazing — [1074, 1893, 1496, 2335]
paragraph: ನಿಯಮ ಉಲ್ಲಂಘಿಸುವವರ ವಿರುದ್ಧ ಕಾನೂನು ಕ್ರಮ ಕೈಗೊಳ್ಳಲಾಗುವುದು. ಅರಣ್ಯದಂಚಿನ ಗ್ರಾಮಸ್ಥರಿಗೆ ಜಾಗೃತಿ ಮೂಡಿಸುವ ಕಾರ್ಯಕ್ರಮ ಹಮ್ಮಿಕೊಳ್ಳಲಾಗುವುದು ಎಂದು ಸಚಿವ ಈಶ್ವರ ಖಂಡ್ರೆ ತಿಳಿಸಿದ್ದಾರೆ. — [1074, 2044, 1496, 2072]
dateline: ದಾವಣಗೆರೆ: — [150, 232, 192, 244]
column-rule — [854, 1238, 855, 1647]
photo-joshi — [1026, 1705, 1135, 1839]
page-number: ೦೪ — [256, 91, 295, 131]
subhead: ಆರಂಭಗೊಂಡ ಕೇಂದ್ರ: — [336, 1660, 410, 1673]
brief-text: ರಾಜ್ಯ ಸರ್ಕಾರವು 1,500 ಸ್ಥಳಗಳಲ್ಲಿ ಭೂಕುಸಿತ ತಡೆ ಮತ್ತು ಕಡಲ್ಕೊರೆತ ನಿಯಂತ್ರಣ ಕಾಮಗಾರಿಗಳಿಗೆ ₹800 ಕೋಟಿ ಮಂಜೂರು ಮಾಡಿದೆ ಎಂದು ತಿಳಿಸಲಾಗಿದೆ. — [45, 2230, 320, 2275]
column-rule — [1092, 614, 1093, 1222]
horoscope-sign — [187, 1359, 315, 1415]
zodiac-icon: ✦ — [53, 1361, 67, 1375]
sign-text: ಇಂದು ನಿಮ್ಮ ಶಕ್ತಿ ವೃದ್ಧಿಯಾಗಲಿದೆ. ಗ್ರಾಹಕ ಪ್ರಮುಖ ವಿಚಾರದಲ್ಲಿ ಯಶಸ್ಸು. ಹೊಸ ಅವಕಾಶ. — [187, 1126, 315, 1164]
registration-dot-cyan — [735, 2351, 747, 2362]
horoscope-sign — [53, 1108, 181, 1165]
paragraph: ಅರಣ್ಯ ಪ್ರದೇಶಗಳಲ್ಲಿ ಜಾನುವಾರುಗಳನ್ನು ಮೇಯಿಸುವುದನ್ನು ಅರಣ್ಯ ಇಲಾಖೆ ನಿಷೇಧಿಸಿದೆ. ವನ್ಯಜೀವಿಗಳಿಗೆ ರೋಗ ಹರಡುವುದನ್ನು ತಡೆಯಲು ಈ ಕ್ರಮ ಕೈಗೊಳ್ಳಲಾಗಿದೆ. — [1074, 1978, 1496, 2005]
